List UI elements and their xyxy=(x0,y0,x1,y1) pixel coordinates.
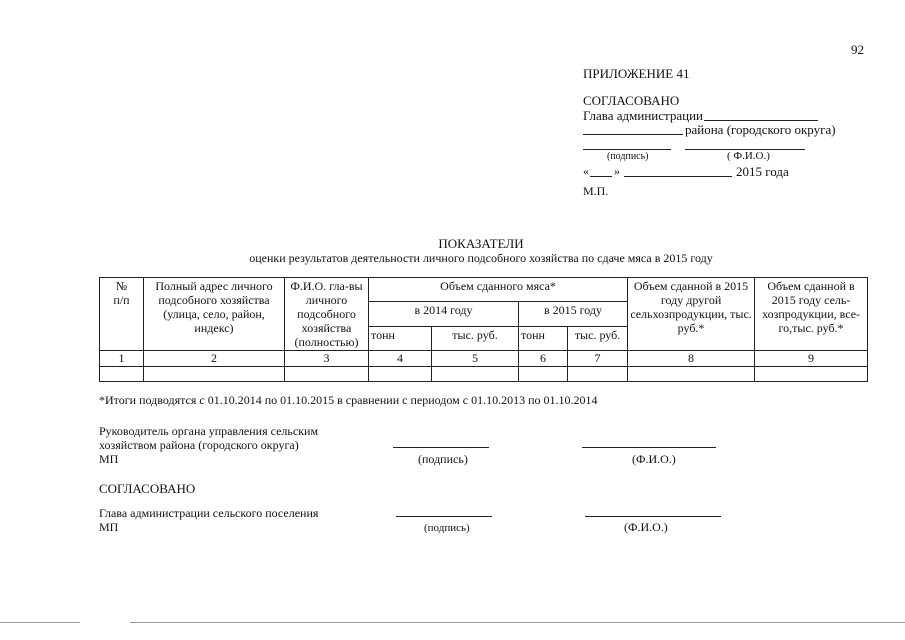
head-block-sig-caption: (подпись) xyxy=(418,452,468,466)
col-number: 2 xyxy=(144,351,285,367)
empty-cell[interactable] xyxy=(519,367,568,382)
header-volume: Объем сданного мяса* xyxy=(369,278,628,302)
header-tons-2014: тонн xyxy=(369,326,432,350)
header-year-2015: в 2015 году xyxy=(519,302,628,326)
col-number: 5 xyxy=(432,351,519,367)
page-number: 92 xyxy=(851,42,864,57)
scan-top-dots xyxy=(0,2,905,4)
signature-blank-top[interactable] xyxy=(583,149,671,150)
indicators-table xyxy=(99,277,868,382)
date-close-quote: » xyxy=(614,164,620,178)
col-number: 4 xyxy=(369,351,432,367)
approval-top-fio-caption: ( Ф.И.О.) xyxy=(727,150,770,162)
date-open-quote: « xyxy=(583,164,589,178)
empty-cell[interactable] xyxy=(432,367,519,382)
approval-top-sig-caption: (подпись) xyxy=(607,151,649,162)
col-number: 3 xyxy=(285,351,369,367)
approval-top-heading: СОГЛАСОВАНО xyxy=(583,93,680,108)
document-title: ПОКАЗАТЕЛИ xyxy=(438,236,524,251)
col-number: 9 xyxy=(755,351,868,367)
header-fio: Ф.И.О. гла-вы личного подсобного хозяйства (полностью) xyxy=(285,278,369,351)
col-number: 7 xyxy=(568,351,628,367)
district-blank[interactable] xyxy=(583,134,683,135)
approval-bottom-sig-caption: (подпись) xyxy=(424,522,470,534)
col-number: 1 xyxy=(100,351,144,367)
appendix-label: ПРИЛОЖЕНИЕ 41 xyxy=(583,66,690,81)
col-number: 6 xyxy=(519,351,568,367)
fio-blank-bottom[interactable] xyxy=(585,516,721,517)
empty-cell[interactable] xyxy=(628,367,755,382)
stamp-label: М.П. xyxy=(583,184,609,198)
header-rub-2015: тыс. руб. xyxy=(568,326,628,350)
col-number: 8 xyxy=(628,351,755,367)
header-year-2014: в 2014 году xyxy=(369,302,519,326)
signature-blank-head[interactable] xyxy=(393,447,489,448)
admin-head-blank[interactable] xyxy=(704,120,818,121)
approval-bottom-line1: Глава администрации сельского поселения xyxy=(99,506,319,520)
empty-cell[interactable] xyxy=(285,367,369,382)
header-tons-2015: тонн xyxy=(519,326,568,350)
head-block-fio-caption: (Ф.И.О.) xyxy=(632,452,676,466)
header-rub-2014: тыс. руб. xyxy=(432,326,519,350)
empty-cell[interactable] xyxy=(100,367,144,382)
head-block-line1: Руководитель органа управления сельским xyxy=(99,424,319,438)
approval-top-line1: Глава администрации xyxy=(583,108,704,123)
approval-bottom-heading: СОГЛАСОВАНО xyxy=(99,481,196,496)
empty-cell[interactable] xyxy=(144,367,285,382)
date-day-blank[interactable] xyxy=(590,176,612,177)
signature-blank-bottom[interactable] xyxy=(396,516,492,517)
footnote: *Итоги подводятся с 01.10.2014 по 01.10.2015 в сравнении с периодом с 01.10.2013 по 01.10.2014 xyxy=(99,393,598,407)
scan-edge-line xyxy=(0,622,80,623)
header-address: Полный адрес личного подсобного хозяйства (улица, село, район, индекс) xyxy=(144,278,285,351)
empty-cell[interactable] xyxy=(369,367,432,382)
header-num: № п/п xyxy=(100,278,144,351)
fio-blank-head[interactable] xyxy=(582,447,716,448)
document-subtitle: оценки результатов деятельности личного подсобного хозяйства по сдаче мяса в 2015 году xyxy=(249,251,713,265)
empty-cell[interactable] xyxy=(568,367,628,382)
empty-cell[interactable] xyxy=(755,367,868,382)
approval-top-line2: района (городского округа) xyxy=(685,122,836,137)
table-row xyxy=(100,367,868,382)
approval-bottom-mp: МП xyxy=(99,520,119,534)
date-year-text: 2015 года xyxy=(736,164,789,179)
scan-edge-line xyxy=(130,622,905,623)
head-block-mp: МП xyxy=(99,452,119,466)
header-other-products: Объем сданной в 2015 году другой сельхозпродукции, тыс. руб.* xyxy=(628,278,755,351)
approval-bottom-fio-caption: (Ф.И.О.) xyxy=(624,520,668,534)
header-total-products: Объем сданной в 2015 году сель-хозпродукции, все-го,тыс. руб.* xyxy=(755,278,868,351)
date-month-blank[interactable] xyxy=(624,176,732,177)
head-block-line2: хозяйством района (городского округа) xyxy=(99,438,299,452)
